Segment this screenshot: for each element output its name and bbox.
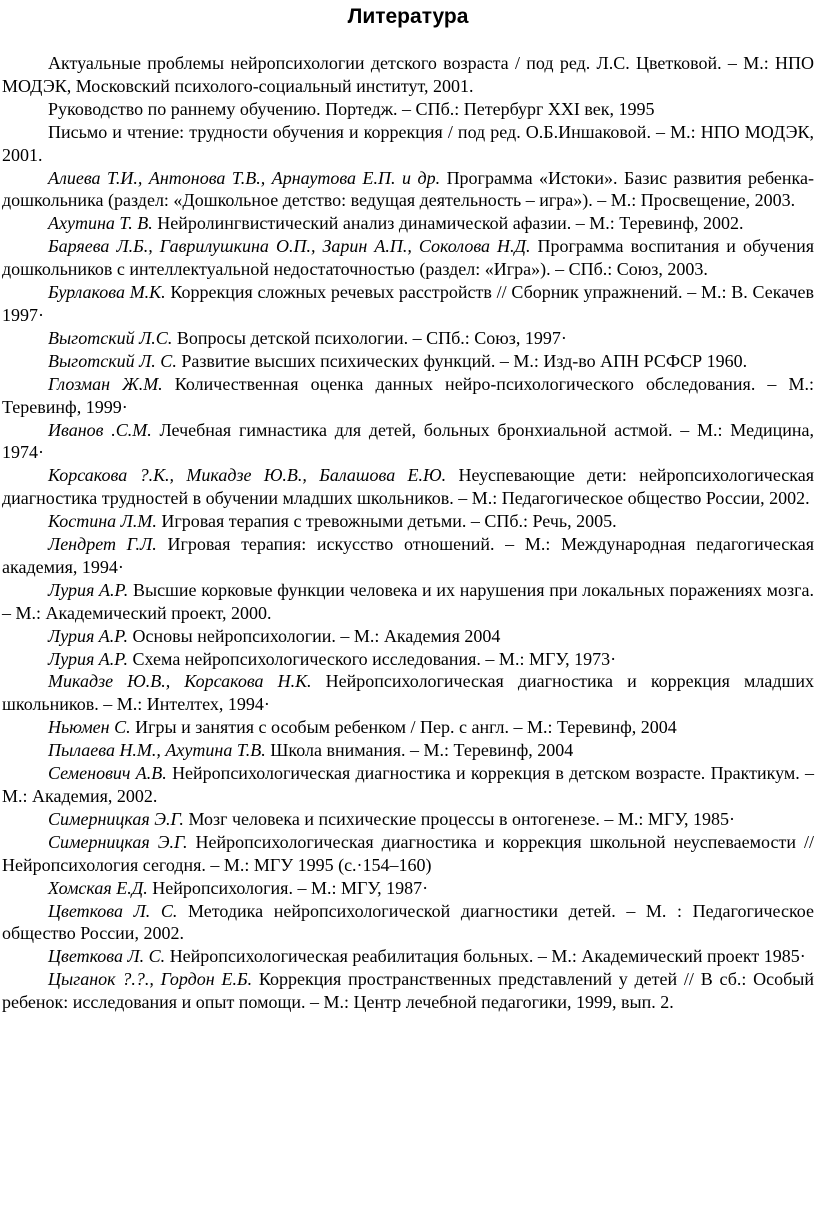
bibliography-entry (2, 739, 814, 762)
bibliography-entry (2, 327, 814, 350)
entry-text: Высшие корковые функции человека и их нарушения при локальных поражениях мозга. – М.: Академический проект, 2000. (2, 579, 814, 623)
entry-text: Основы нейропсихологии. – М.: Академия 2004 (132, 625, 501, 646)
entry-text: Игры и занятия с особым ребенком / Пер. с англ. – М.: Теревинф, 2004 (135, 717, 677, 738)
entry-author: Цветкова Л. С. (48, 946, 166, 967)
bibliography-entry (2, 281, 814, 327)
entry-text: Коррекция пространственных представлений у детей // В сб.: Особый ребенок: исследования и опыт помощи. – М.: Центр лечебной педагогики, 1999, вып. 2. (2, 969, 815, 1013)
bibliography-entry (2, 98, 814, 121)
entry-author: Иванов .С.М. (48, 419, 152, 440)
bibliography-entry (2, 167, 814, 213)
bibliography-entry (2, 52, 814, 98)
entry-author: Лурия А.Р. (48, 579, 129, 600)
entry-author: Лурия А.Р. (48, 648, 128, 669)
entry-author: Микадзе Ю.В., Корсакова Н.К. (48, 671, 312, 692)
entry-text: Лечебная гимнастика для детей, больных бронхиальной астмой. – М.: Медицина, 1974· (2, 419, 815, 463)
entry-author: Симерницкая Э.Г. (48, 831, 188, 852)
entry-text: Игровая терапия с тревожными детьми. – СПб.: Речь, 2005. (161, 511, 617, 532)
entry-text: Нейропсихологическая диагностика и коррекция в детском возрасте. Практикум. – М.: Академия, 2002. (2, 763, 815, 806)
bibliography-entry (2, 235, 814, 281)
entry-author: Лурия А.Р. (48, 625, 128, 646)
entry-text: Количественная оценка данных нейро-психологического обследования. – М.: Теревинф, 1999· (2, 373, 815, 417)
entry-author: Пылаева Н.М., Ахутина Т.В. (48, 740, 266, 761)
bibliography-entry (2, 419, 814, 465)
bibliography-entry (2, 648, 814, 671)
entry-text: Актуальные проблемы нейропсихологии детского возраста / под ред. Л.С. Цветковой. – М.: НПО МОДЭК, Московский психолого-социальный институт, 2001. (2, 53, 814, 96)
entry-text: Программа «Истоки». Базис развития ребенка-дошкольника (раздел: «Дошкольное детство: ведущая деятельность – игра»). – М.: Просвещение, 2003. (2, 167, 815, 211)
entry-author: Баряева Л.Б., Гаврилушкина О.П., Зарин А.П., Соколова Н.Д. (48, 236, 531, 257)
entry-author: Выготский Л. С. (48, 350, 177, 371)
entry-text: Нейролингвистический анализ динамической афазии. – М.: Теревинф, 2002. (157, 213, 744, 234)
bibliography-entry (2, 625, 814, 648)
entry-text: Развитие высших психических функций. – М.: Изд-во АПН РСФСР 1960. (181, 350, 748, 371)
bibliography-entry (2, 579, 814, 625)
entry-text: Игровая терапия: искусство отношений. – М.: Международная педагогическая академия, 1994· (2, 534, 814, 577)
bibliography-entry (2, 350, 814, 373)
bibliography-entry (2, 533, 814, 579)
entry-author: Бурлакова М.К. (48, 282, 166, 303)
entry-text: Нейропсихологическая диагностика и коррекция школьной неуспеваемости // Нейропсихология сегодня. – М.: МГУ 1995 (с.·154–160) (2, 831, 814, 875)
entry-author: Симерницкая Э.Г. (48, 808, 184, 829)
entry-text: Мозг человека и психические процессы в онтогенезе. – М.: МГУ, 1985· (188, 808, 736, 829)
entry-author: Ахутина Т. В. (48, 213, 153, 234)
entry-text: Неуспевающие дети: нейропсихологическая диагностика трудностей в обучении младших школьников. – М.: Педагогическое общество России, 2002. (2, 465, 814, 509)
entry-author: Алиева Т.И., Антонова Т.В., Арнаутова Е.П. и др. (48, 167, 441, 188)
entry-author: Костина Л.М. (48, 511, 157, 532)
entry-author: Семенович А.В. (48, 763, 167, 784)
entry-author: Цыганок ?.?., Гордон Е.Б. (48, 969, 253, 990)
bibliography-entry (2, 121, 814, 167)
bibliography-entry (2, 212, 814, 235)
entry-text: Руководство по раннему обучению. Портедж. – СПб.: Петербург XXI век, 1995 (48, 98, 655, 119)
entry-author: Выготский Л.С. (48, 327, 173, 348)
entry-text: Схема нейропсихологического исследования. – М.: МГУ, 1973· (132, 648, 617, 669)
entry-author: Ньюмен С. (48, 717, 131, 738)
entry-text: Методика нейропсихологической диагностики детей. – М. : Педагогическое общество России, 2002. (2, 900, 815, 944)
entry-author: Глозман Ж.М. (48, 373, 163, 394)
bibliography-entry (2, 900, 814, 946)
bibliography-entry (2, 968, 814, 1014)
bibliography-entry (2, 373, 814, 419)
bibliography-entry (2, 877, 814, 900)
entry-text: Нейропсихология. – М.: МГУ, 1987· (152, 877, 429, 898)
bibliography-entry (2, 831, 814, 877)
entry-text: Вопросы детской психологии. – СПб.: Союз, 1997· (176, 327, 567, 348)
entry-author: Цветкова Л. С. (48, 900, 178, 921)
entry-text: Программа воспитания и обучения дошкольников с интеллектуальной недостаточностью (раздел: «Игра»). – СПб.: Союз, 2003. (2, 236, 815, 280)
bibliography-entry (2, 464, 814, 510)
bibliography-entry (2, 510, 814, 533)
entry-text: Школа внимания. – М.: Теревинф, 2004 (270, 740, 574, 761)
bibliography-entry (2, 670, 814, 716)
bibliography-entry (2, 808, 814, 831)
bibliography-entry (2, 945, 814, 968)
entry-text: Нейропсихологическая реабилитация больных. – М.: Академический проект 1985· (169, 946, 806, 967)
entry-text: Коррекция сложных речевых расстройств // Сборник упражнений. – М.: В. Секачев 1997· (2, 282, 814, 325)
entry-text: Письмо и чтение: трудности обучения и коррекция / под ред. О.Б.Иншаковой. – М.: НПО МОДЭК, 2001. (2, 121, 814, 165)
bibliography-entry (2, 762, 814, 808)
page-title: Литература (347, 5, 469, 28)
bibliography-entry (2, 716, 814, 739)
entry-text: Нейропсихологическая диагностика и коррекция младших школьников. – М.: Интелтех, 1994· (2, 671, 815, 715)
bibliography-list (2, 52, 814, 1014)
entry-author: Корсакова ?.К., Микадзе Ю.В., Балашова Е.Ю. (48, 465, 447, 486)
entry-author: Лендрет Г.Л. (48, 534, 157, 555)
entry-author: Хомская Е.Д. (48, 877, 148, 898)
